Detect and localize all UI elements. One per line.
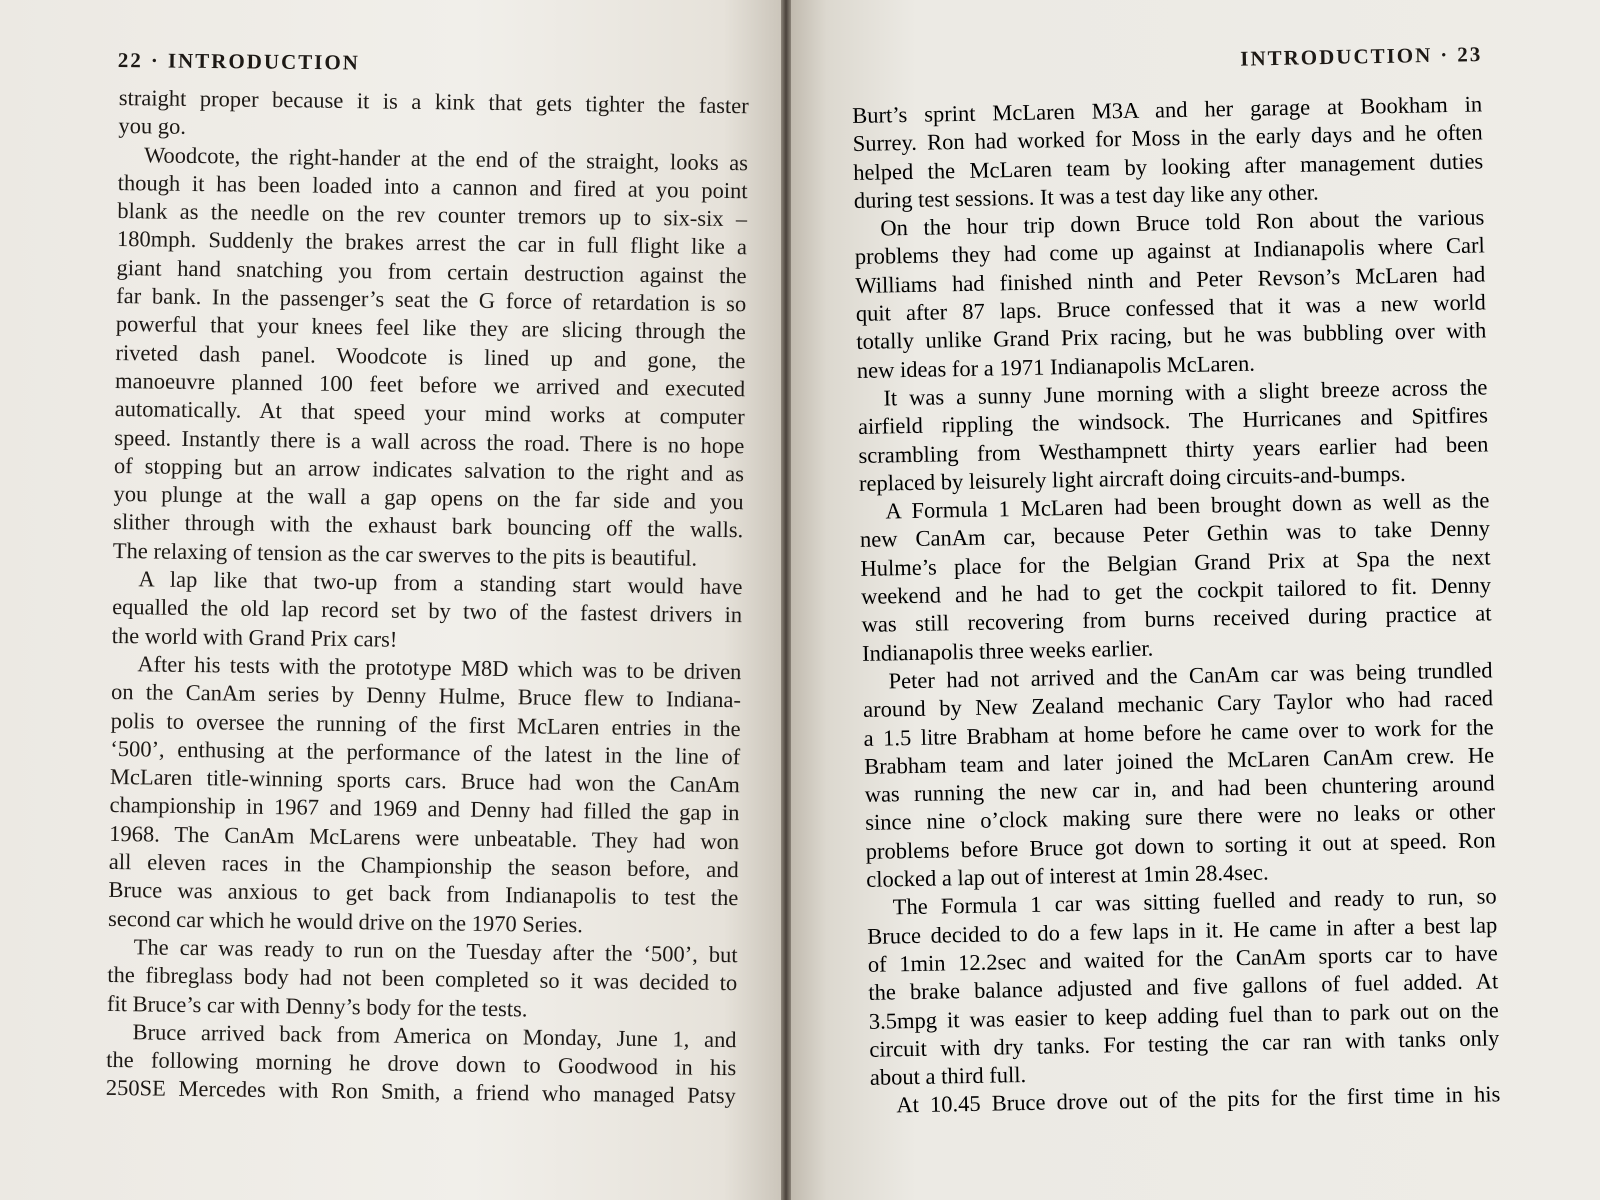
text-line: new ideas for a 1971 Indianapolis McLaren. bbox=[856, 350, 1256, 383]
text-line: scrambling from Westhampnett thirty years earlier had been bbox=[858, 430, 1489, 468]
text-line: riveted dash panel. Woodcote is lined up and gone, the bbox=[115, 339, 746, 373]
text-line: After his tests with the prototype M8D which was to be driven bbox=[137, 651, 742, 685]
text-line: Bruce decided to do a few laps in it. He came in after a best lap bbox=[867, 911, 1498, 949]
text-line: Woodcote, the right-hander at the end of the straight, looks as bbox=[143, 141, 749, 175]
text-line: giant hand snatching you from certain destruction against the bbox=[116, 254, 747, 289]
text-line: Burt’s sprint McLaren M3A and her garage at Bookham in bbox=[852, 91, 1483, 128]
text-line: McLaren title-winning sports cars. Bruce had won the CanAm bbox=[109, 764, 741, 798]
text-line: equalled the old lap record set by two of the fastest drivers in bbox=[111, 594, 743, 628]
right-page-number: 23 bbox=[1457, 42, 1483, 67]
text-line: circuit with dry tanks. For testing the car ran with tanks only bbox=[869, 1025, 1500, 1062]
text-line: Bruce arrived back from America on Monday, June 1, and bbox=[132, 1019, 737, 1052]
text-line: replaced by leisurely light aircraft doing circuits-and-bumps. bbox=[858, 460, 1406, 496]
text-line: you plunge at the wall a gap opens on the far side and you bbox=[113, 481, 744, 515]
text-line: the following morning he drove down to Goodwood in his bbox=[106, 1047, 737, 1081]
text-line: the fibreglass body had not been completed so it was decided to bbox=[107, 962, 738, 996]
text-line: championship in 1967 and 1969 and Denny had filled the gap in bbox=[109, 792, 740, 826]
text-line: of 1min 12.2sec and waited for the CanAm sports car to have bbox=[867, 940, 1498, 977]
text-line: manoeuvre planned 100 feet before we arrived and executed bbox=[114, 367, 746, 402]
text-line: problems before Bruce got down to sorting it out at speed. Ron bbox=[865, 827, 1496, 864]
text-line: slither through with the exhaust bark bouncing off the walls. bbox=[113, 509, 744, 543]
text-line: 180mph. Suddenly the brakes arrest the car in full flight like a bbox=[116, 226, 748, 260]
text-line: 3.5mpg it was easier to keep adding fuel than to park out on the bbox=[868, 996, 1499, 1034]
text-line: since nine o’clock making sure there were no leaks or other bbox=[864, 798, 1496, 836]
text-line: on the CanAm series by Denny Hulme, Bruce flew to Indiana- bbox=[110, 679, 742, 713]
text-line: you go. bbox=[118, 113, 187, 140]
text-line: about a third full. bbox=[869, 1062, 1027, 1090]
text-line: Williams had finished ninth and Peter Revson’s McLaren had bbox=[855, 261, 1486, 298]
text-line: speed. Instantly there is a wall across the road. There is no hope bbox=[114, 424, 745, 458]
text-line: The car was ready to run on the Tuesday after the ‘500’, but bbox=[133, 934, 738, 968]
text-line: helped the McLaren team by looking after management duties bbox=[853, 148, 1484, 185]
text-line: problems they had come up against at Indianapolis where Carl bbox=[854, 232, 1485, 270]
left-text-column bbox=[106, 84, 749, 1111]
text-line: airfield rippling the windsock. The Hurricanes and Spitfires bbox=[857, 402, 1489, 440]
text-line: straight proper because it is a kink that gets tighter the faster bbox=[118, 84, 749, 119]
left-page bbox=[0, 0, 786, 1200]
text-line: The relaxing of tension as the car swerves to the pits is beautiful. bbox=[112, 537, 698, 571]
text-line: The Formula 1 car was sitting fuelled and ready to run, so bbox=[892, 883, 1497, 920]
right-header-separator: · bbox=[1439, 42, 1450, 67]
right-running-header bbox=[1240, 42, 1482, 72]
left-header-separator: · bbox=[150, 48, 161, 73]
text-line: a 1.5 litre Brabham at home before he came over to work for the bbox=[863, 713, 1494, 751]
left-header-title: INTRODUCTION bbox=[167, 48, 361, 75]
text-line: Peter had not arrived and the CanAm car was being trundled bbox=[888, 657, 1493, 694]
text-line: far bank. In the passenger’s seat the G force of retardation is so bbox=[116, 283, 747, 317]
left-page-number: 22 bbox=[117, 48, 143, 73]
text-line: quit after 87 laps. Bruce confessed that it was a new world bbox=[855, 289, 1487, 327]
text-line: the world with Grand Prix cars! bbox=[111, 622, 398, 652]
text-line: fit Bruce’s car with Denny’s body for the tests. bbox=[106, 990, 528, 1021]
text-line: weekend and he had to get the cockpit tailored to fit. Denny bbox=[860, 572, 1492, 609]
text-line: Brabham team and later joined the McLaren CanAm crew. He bbox=[863, 742, 1495, 779]
left-running-header bbox=[118, 48, 360, 76]
text-line: 1968. The CanAm McLarens were unbeatable. They had won bbox=[109, 820, 740, 854]
text-line: It was a sunny June morning with a slight breeze across the bbox=[883, 374, 1488, 411]
text-line: blank as the needle on the rev counter tremors up to six-six – bbox=[117, 198, 748, 232]
text-line: powerful that your knees feel like they are slicing through the bbox=[115, 311, 746, 345]
text-line: the brake balance adjusted and five gallons of fuel added. At bbox=[868, 968, 1499, 1006]
text-line: On the hour trip down Bruce told Ron about the various bbox=[880, 204, 1485, 241]
text-line: around by New Zealand mechanic Cary Taylor who had raced bbox=[862, 685, 1494, 723]
text-line: clocked a lap out of interest at 1min 28.4sec. bbox=[866, 859, 1269, 892]
text-line: Hulme’s place for the Belgian Grand Prix at Spa the next bbox=[860, 544, 1491, 581]
text-line: automatically. At that speed your mind works at computer bbox=[114, 396, 745, 430]
text-line: though it has been loaded into a cannon and fired at you point bbox=[117, 169, 748, 204]
text-line: totally unlike Grand Prix racing, but he was bubbling over with bbox=[856, 317, 1487, 355]
text-line: Bruce was anxious to get back from Indianapolis to test the bbox=[108, 877, 739, 911]
text-line: during test sessions. It was a test day like any other. bbox=[853, 179, 1319, 213]
text-line: all eleven races in the Championship the season before, and bbox=[108, 848, 739, 883]
text-line: Indianapolis three weeks earlier. bbox=[861, 635, 1154, 666]
text-line: At 10.45 Bruce drove out of the pits for the first time in his bbox=[896, 1081, 1501, 1118]
text-line: second car which he would drive on the 1970 Series. bbox=[107, 905, 584, 937]
right-header-title: INTRODUCTION bbox=[1239, 42, 1433, 71]
text-line: of stopping but an arrow indicates salvation to the right and as bbox=[113, 452, 745, 487]
text-line: A lap like that two-up from a standing start would have bbox=[138, 566, 743, 600]
text-line: A Formula 1 McLaren had been brought down as well as the bbox=[885, 487, 1490, 524]
text-line: was still recovering from burns received during practice at bbox=[861, 600, 1492, 638]
text-line: ‘500’, enthusing at the performance of the latest in the line of bbox=[110, 735, 741, 770]
text-line: new CanAm car, because Peter Gethin was to take Denny bbox=[859, 515, 1491, 553]
right-text-column bbox=[852, 90, 1501, 1120]
book-gutter bbox=[781, 0, 791, 1200]
text-line: 250SE Mercedes with Ron Smith, a friend who managed Patsy bbox=[105, 1075, 736, 1109]
text-line: polis to oversee the running of the first McLaren entries in the bbox=[110, 707, 741, 741]
text-line: Surrey. Ron had worked for Moss in the early days and he often bbox=[852, 119, 1483, 157]
text-line: was running the new car in, and had been chuntering around bbox=[864, 770, 1495, 808]
